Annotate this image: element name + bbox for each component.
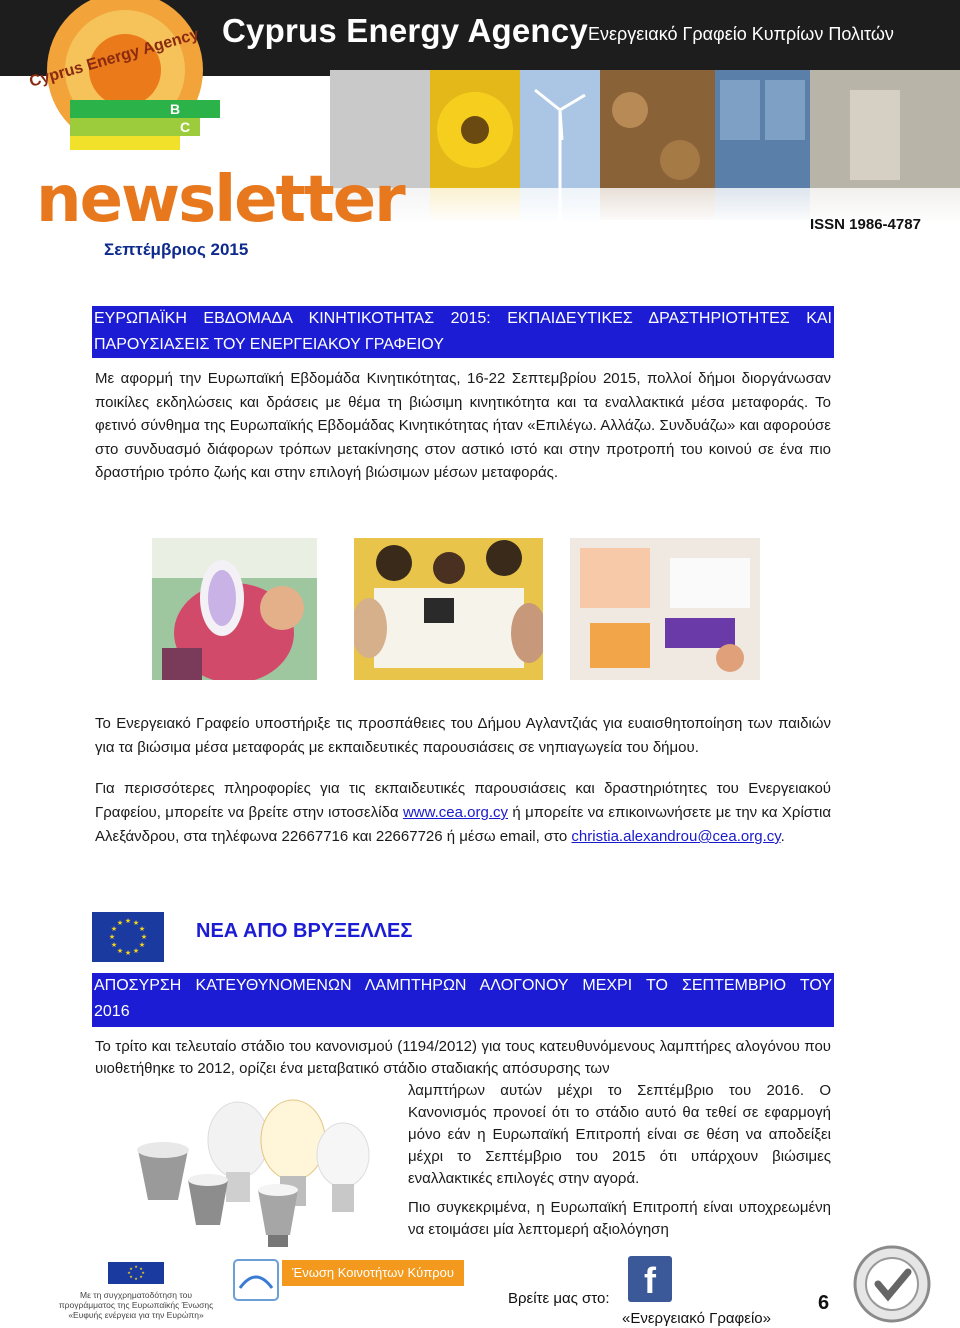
facebook-icon[interactable]: f	[628, 1256, 672, 1302]
svg-text:★: ★	[134, 1276, 138, 1281]
contact-text-b: ή μπορείτε να επικοινωνήσετε με την κα Χρίστια Αλεξάνδρου, στα τηλέφωνα 22667716 και 22667726 ή μέσω email, στο	[95, 804, 831, 845]
issue-date: Σεπτέμβριος 2015	[104, 240, 249, 259]
article1-support-paragraph: Το Ενεργειακό Γραφείο υποστήριξε τις προσπάθειες του Δήμου Αγλαντζιάς για ευαισθητοποίηση των παιδιών για τα βιώσιμα μέσα μεταφοράς με εκπαιδευτικές παρουσιάσεις σε νηπιαγωγεία του δήμου.	[95, 715, 831, 756]
article2-wrap-text-2: Πιο συγκεκριμένα, η Ευρωπαϊκή Επιτροπή είναι υποχρεωμένη να ετοιμάσει μία λεπτομερή αξιολόγηση	[408, 1199, 831, 1238]
section-title: ΝΕΑ ΑΠΟ ΒΡΥΞΕΛΛΕΣ	[196, 920, 413, 942]
svg-text:B: B	[170, 101, 181, 117]
children-photo-2	[354, 538, 543, 680]
facebook-page-name[interactable]: «Ενεργειακό Γραφείο»	[622, 1310, 771, 1327]
find-us-label: Βρείτε μας στο:	[508, 1290, 610, 1307]
article1-heading-line1: ΕΥΡΩΠΑΪΚΗ ΕΒΔΟΜΑΔΑ ΚΙΝΗΤΙΚΟΤΗΤΑΣ 2015: ΕΚΠΑΙΔΕΥΤΙΚΕΣ ΔΡΑΣΤΗΡΙΟΤΗΤΕΣ ΚΑΙ	[94, 310, 832, 327]
article1-heading-line2: ΠΑΡΟΥΣΙΑΣΕΙΣ ΤΟΥ ΕΝΕΡΓΕΙΑΚΟΥ ΓΡΑΦΕΙΟΥ	[94, 336, 444, 353]
svg-text:★: ★	[108, 933, 116, 941]
svg-text:★: ★	[124, 949, 132, 957]
article1-body: Με αφορμή την Ευρωπαϊκή Εβδομάδα Κινητικότητας, 16-22 Σεπτεμβρίου 2015, πολλοί δήμοι διοργάνωσαν ποικίλες εκδηλώσεις και δράσεις με θέμα τη βιώσιμη κινητικότητα και τα εναλλακτικά μέσα μεταφοράς. Το φετινό σύνθημα της Ευρωπαϊκής Εβδομάδας Κινητικότητας ήταν «Επιλέγω. Αλλάζω. Συνδυάζω» και αφορούσε στο συνδυασμό διάφορων τρόπων μετακίνησης στον αστικό ιστό και στην προτροπή του κοινού σε ένα πιο δραστήριο τρόπο ζωής και στην επιλογή βιώσιμων μέσων μεταφοράς.	[95, 370, 831, 481]
svg-text:★: ★	[140, 933, 148, 941]
article1-heading	[92, 306, 834, 358]
svg-text:★: ★	[110, 941, 118, 949]
logo-text: Cyprus Energy Agency	[27, 25, 201, 91]
quality-seal-icon	[852, 1244, 932, 1324]
footer-eu-flag-icon	[108, 1262, 164, 1284]
article2-wrap-text: λαμπτήρων αυτών μέχρι το Σεπτέμβριο του 2016. Ο Κανονισμός προνοεί ότι το στάδιο αυτό θα τεθεί σε εφαρμογή μόνο εάν η Ευρωπαϊκή Επιτροπή είναι σε θέση να αποδείξει μέχρι το Σεπτέμβριο του 2015 ότι υπάρχουν βιώσιμες εναλλακτικές επιλογές στην αγορά.	[408, 1082, 831, 1187]
contact-text-c: .	[780, 828, 785, 845]
svg-text:★: ★	[139, 1266, 143, 1271]
svg-text:★: ★	[139, 1274, 143, 1279]
svg-text:★: ★	[132, 919, 140, 927]
eu-flag-icon	[92, 912, 164, 962]
svg-text:★: ★	[129, 1274, 133, 1279]
svg-text:★: ★	[116, 947, 124, 955]
email-link[interactable]: christia.alexandrou@cea.org.cy	[571, 828, 781, 845]
article2-heading	[92, 973, 834, 1027]
svg-text:★: ★	[127, 1270, 131, 1275]
agency-title: Cyprus Energy Agency	[222, 12, 588, 49]
svg-text:★: ★	[134, 1264, 138, 1269]
article2-heading-line2: 2016	[94, 1003, 130, 1020]
issn-number: ISSN 1986-4787	[810, 216, 921, 233]
article1-contact-paragraph	[95, 777, 831, 849]
newsletter-header	[0, 0, 960, 280]
eu-funding-caption: Με τη συγχρηματοδότηση του προγράμματος της Ευρωπαϊκής Ένωσης «Ευφυής ενέργεια για την Ευρώπη»	[58, 1290, 214, 1320]
svg-text:★: ★	[132, 947, 140, 955]
website-link[interactable]: www.cea.org.cy	[402, 804, 508, 821]
union-logo-icon	[232, 1258, 280, 1302]
halogen-lamps-image	[118, 1080, 388, 1250]
svg-text:★: ★	[124, 917, 132, 925]
union-of-communities-label: Ένωση Κοινοτήτων Κύπρου	[282, 1260, 464, 1286]
svg-text:★: ★	[138, 925, 146, 933]
children-photo-3	[570, 538, 760, 680]
svg-text:★: ★	[110, 925, 118, 933]
svg-text:C: C	[180, 119, 191, 135]
article2-intro: Το τρίτο και τελευταίο στάδιο του κανονισμού (1194/2012) για τους κατευθυνόμενους λαμπτήρες αλογόνου που υιοθετήθηκε το 2012, ορίζει ένα μεταβατικό στάδιο σταδιακής απόσυρσης των	[95, 1038, 831, 1077]
agency-greek-name: Ενεργειακό Γραφείο Κυπρίων Πολιτών	[588, 24, 894, 44]
svg-text:★: ★	[141, 1270, 145, 1275]
article2-heading-line1: ΑΠΟΣΥΡΣΗ ΚΑΤΕΥΘΥΝΟΜΕΝΩΝ ΛΑΜΠΤΗΡΩΝ ΑΛΟΓΟΝΟΥ ΜΕΧΡΙ ΤΟ ΣΕΠΤΕΜΒΡΙΟ ΤΟΥ	[94, 977, 832, 994]
children-photo-1	[152, 538, 317, 680]
contact-text-a: Για περισσότερες πληροφορίες για τις εκπαιδευτικές παρουσιάσεις και δραστηριότητες του Ενεργειακού Γραφείου, μπορείτε να βρείτε στην ιστοσελίδα	[95, 780, 831, 821]
svg-text:★: ★	[129, 1266, 133, 1271]
page-number: 6	[818, 1292, 830, 1314]
svg-text:★: ★	[116, 919, 124, 927]
newsletter-wordmark: newsletter	[36, 163, 404, 237]
svg-text:★: ★	[138, 941, 146, 949]
